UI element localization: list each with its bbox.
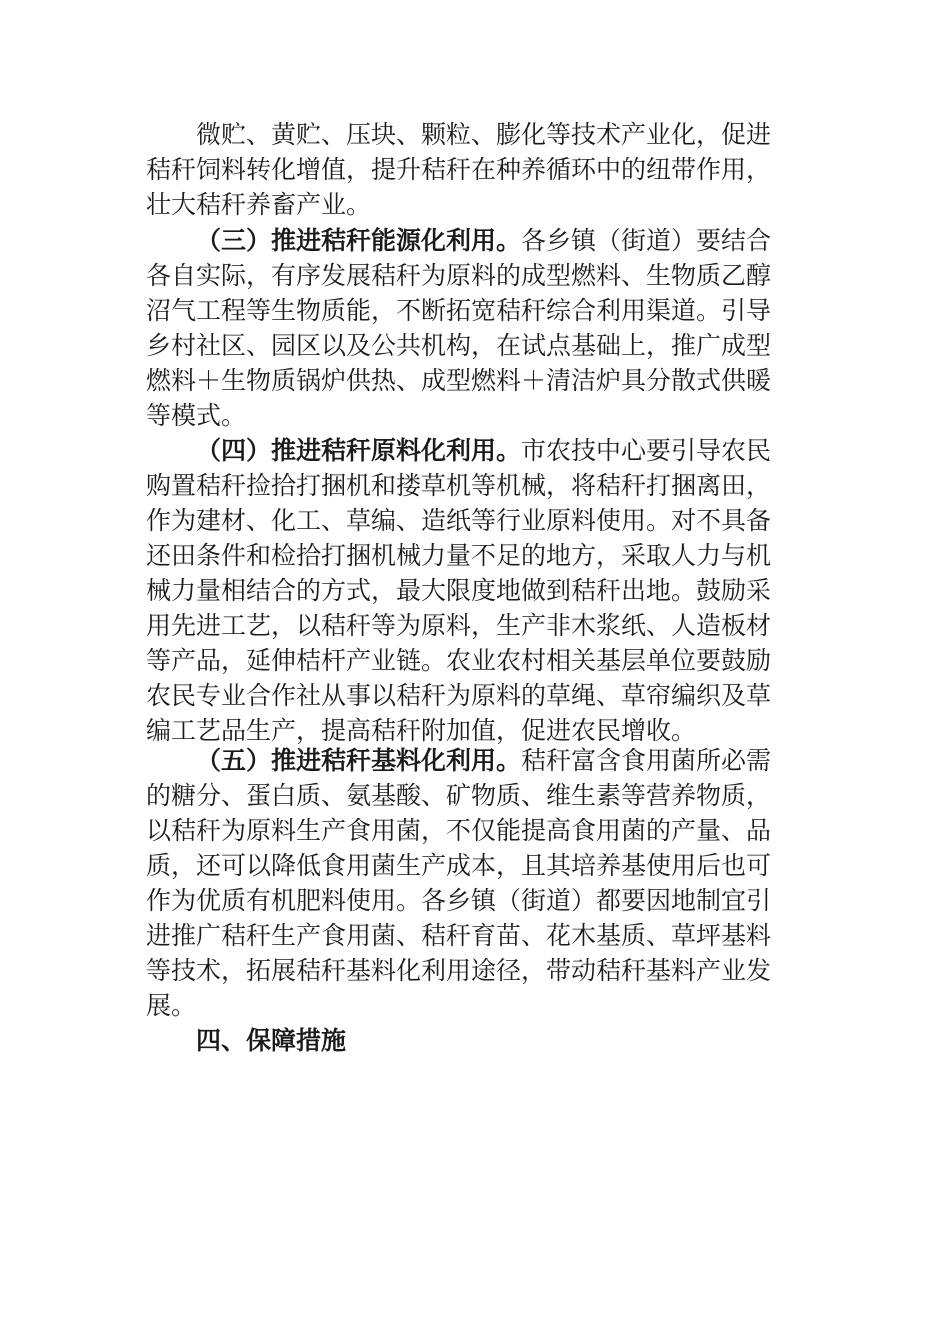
- line-text: 燃料＋生物质锅炉供热、成型燃料＋清洁炉具分散式供暖: [146, 366, 772, 395]
- line-text: 沼气工程等生物质能，不断拓宽秸秆综合利用渠道。引导: [146, 296, 772, 325]
- line-text: 等产品，延伸桔杆产业链。农业农村相关基层单位要鼓励: [146, 646, 772, 675]
- text-line: [146, 954, 950, 988]
- line-text: 农民专业合作社从事以秸秆为原料的草绳、草帘编织及草: [146, 681, 772, 710]
- line-text: 的糖分、蛋白质、氨基酸、矿物质、维生素等营养物质，: [146, 781, 772, 810]
- text-line: [146, 714, 950, 748]
- line-text: 作为优质有机肥料使用。各乡镇（街道）都要因地制宜引: [146, 886, 772, 915]
- text-line: [146, 188, 950, 222]
- line-text: 以秸秆为原料生产食用菌，不仅能提高食用菌的产量、品: [146, 816, 772, 845]
- line-text: 还田条件和检拾打捆机械力量不足的地方，采取人力与机: [146, 541, 772, 570]
- text-line: [146, 779, 950, 813]
- text-line: [146, 644, 950, 678]
- line-text: 用先进工艺，以秸秆等为原料，生产非木浆纸、人造板材: [146, 611, 772, 640]
- line-text: 各自实际，有序发展秸秆为原料的成型燃料、生物质乙醇: [146, 261, 772, 290]
- text-line: [146, 574, 950, 608]
- line-text: 市农技中心要引导农民: [521, 436, 772, 465]
- line-text: 作为建材、化工、草编、造纸等行业原料使用。对不具备: [146, 506, 772, 535]
- section-heading: 四、保障措施: [196, 1026, 347, 1055]
- text-line: [146, 609, 950, 643]
- line-text: 质，还可以降低食用菌生产成本，且其培养基使用后也可: [146, 851, 772, 880]
- text-line: [146, 679, 950, 713]
- section-title: （三）推进秸秆能源化利用。: [196, 226, 522, 255]
- line-text: 秸秆富含食用菌所必需: [521, 746, 772, 775]
- line-text: 乡村社区、园区以及公共机构，在试点基础上，推广成型: [146, 331, 772, 360]
- text-line: [146, 399, 950, 433]
- line-text: 编工艺品生产，提高秸秆附加值，促进农民增收。: [146, 716, 697, 745]
- text-line: [146, 989, 950, 1023]
- text-line: [146, 294, 950, 328]
- text-line: [146, 884, 950, 918]
- text-line: [146, 539, 950, 573]
- line-text: 秸秆饲料转化增值，提升秸秆在种养循环中的纽带作用，: [146, 155, 772, 184]
- text-line: [146, 469, 950, 503]
- line-text: 进推广秸秆生产食用菌、秸秆育苗、花木基质、草坪基料: [146, 921, 772, 950]
- line-text: 壮大秸秆养畜产业。: [146, 190, 372, 219]
- line-text: 展。: [146, 991, 197, 1020]
- line-text: 等技术，拓展秸秆基料化利用途径，带动秸秆基料产业发: [146, 956, 772, 985]
- text-line: [146, 849, 950, 883]
- text-line: [196, 224, 950, 258]
- section-title: （五）推进秸秆基料化利用。: [196, 746, 522, 775]
- text-line: [146, 919, 950, 953]
- line-text: 械力量相结合的方式，最大限度地做到秸秆出地。鼓励采: [146, 576, 772, 605]
- text-line: [196, 118, 950, 152]
- text-line: [146, 364, 950, 398]
- text-line: [146, 814, 950, 848]
- line-text: 各乡镇（街道）要结合: [521, 226, 772, 255]
- text-line: [146, 153, 950, 187]
- line-text: 等模式。: [146, 401, 247, 430]
- line-text: 购置秸秆捡拾打捆机和搂草机等机械，将秸秆打捆离田，: [146, 471, 772, 500]
- text-line: [146, 259, 950, 293]
- line-text: 微贮、黄贮、压块、颗粒、膨化等技术产业化，促进: [196, 120, 772, 149]
- section-title: （四）推进秸秆原料化利用。: [196, 436, 522, 465]
- text-line: [146, 329, 950, 363]
- text-line: [196, 744, 950, 778]
- text-line: [196, 434, 950, 468]
- text-line: [146, 504, 950, 538]
